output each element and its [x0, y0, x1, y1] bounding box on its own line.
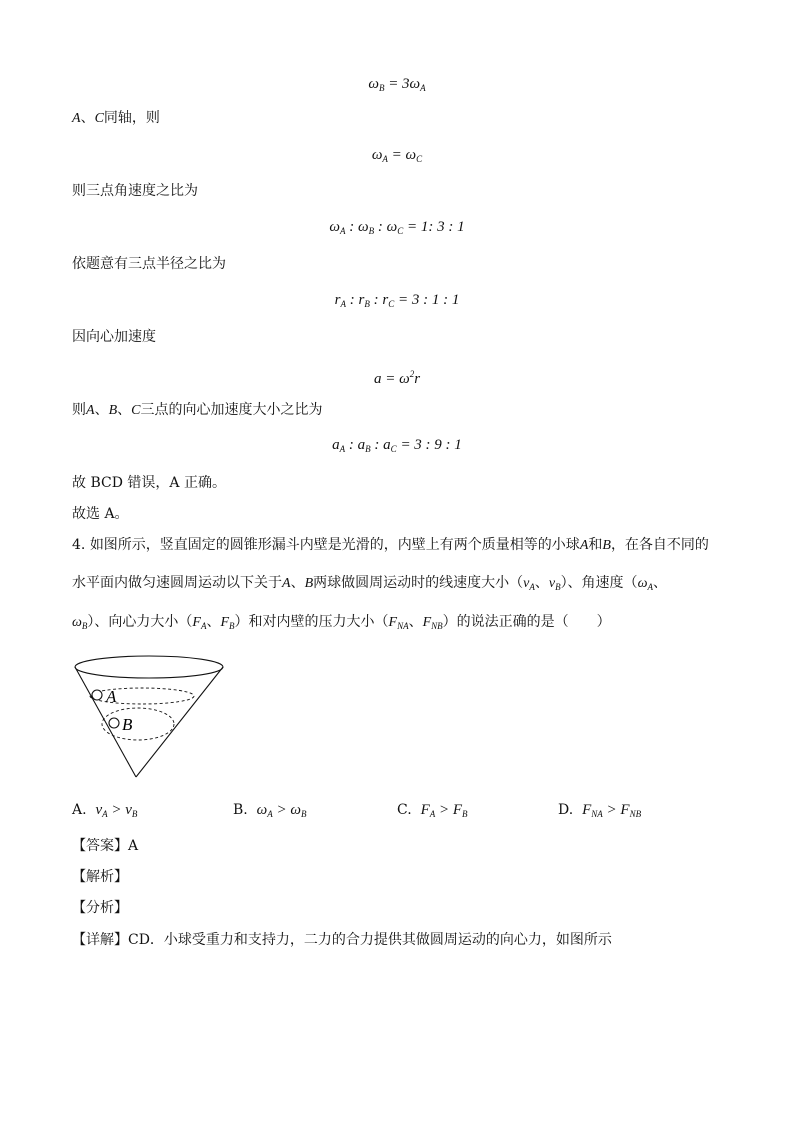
- question-line-2: 水平面内做匀速圆周运动以下关于A、B两球做圆周运动时的线速度大小（$v_A$、$v_B$）、角速度（$\omega_A$、: [72, 575, 667, 592]
- option-d: D. $F_{NA} > F_{NB}$: [558, 802, 642, 819]
- text-line-choice: 故选 A。: [72, 506, 129, 522]
- text-line-centripetal: 因向心加速度: [72, 329, 156, 345]
- equation-radius-ratio: $r_A$ : $r_B$ : $r_C = 3$ : 1 : 1: [334, 292, 460, 309]
- option-c: C. $F_A > F_B$: [397, 802, 468, 819]
- question-line-3: $\omega_B$）、向心力大小（$F_A$、$F_B$）和对内壁的压力大小（$F_{NA}$、$F_{NB}$）的说法正确的是（ ）: [72, 614, 611, 631]
- equation-accel-ratio: $a_A$ : $a_B$ : $a_C = 3$ : 9 : 1: [332, 437, 462, 454]
- option-b: B. $\omega_A > \omega_B$: [233, 802, 307, 819]
- label-a: A: [106, 687, 117, 706]
- label-b: B: [122, 715, 133, 734]
- detail-line: 【详解】CD．小球受重力和支持力，二力的合力提供其做圆周运动的向心力，如图所示: [72, 932, 612, 948]
- text-line-conclusion: 故 BCD 错误，A 正确。: [72, 475, 226, 491]
- fenxi-label: 【分析】: [72, 900, 128, 916]
- ball-b: [109, 718, 119, 728]
- equation-centripetal: $a = \omega^2r$: [373, 369, 421, 387]
- text-line-angular-ratio: 则三点角速度之比为: [72, 183, 198, 199]
- analysis-label: 【解析】: [72, 869, 128, 885]
- text-line-accel-ratio: 则A、B、C三点的向心加速度大小之比为: [72, 402, 323, 418]
- cone-funnel-figure: [70, 652, 230, 782]
- ball-a: [92, 690, 102, 700]
- option-a: A. $v_A > v_B$: [72, 802, 138, 819]
- cone-top-rim: [75, 656, 223, 678]
- cone-right-side: [136, 667, 223, 777]
- question-line-1: 4. 如图所示，竖直固定的圆锥形漏斗内壁是光滑的，内壁上有两个质量相等的小球A和B，在各自不同的: [72, 537, 709, 553]
- equation-omega-b: $\omega_B = 3\omega_A$: [368, 76, 426, 93]
- equation-angular-ratio: $\omega_A$ : $\omega_B$ : $\omega_C = 1$: 3 : 1: [329, 219, 465, 236]
- answer-line: 【答案】A: [72, 838, 139, 854]
- text-line-radius-ratio: 依题意有三点半径之比为: [72, 256, 226, 272]
- text-line-coaxial: A、C同轴，则: [72, 110, 160, 126]
- equation-omega-a-c: $\omega_A = \omega_C$: [371, 147, 423, 164]
